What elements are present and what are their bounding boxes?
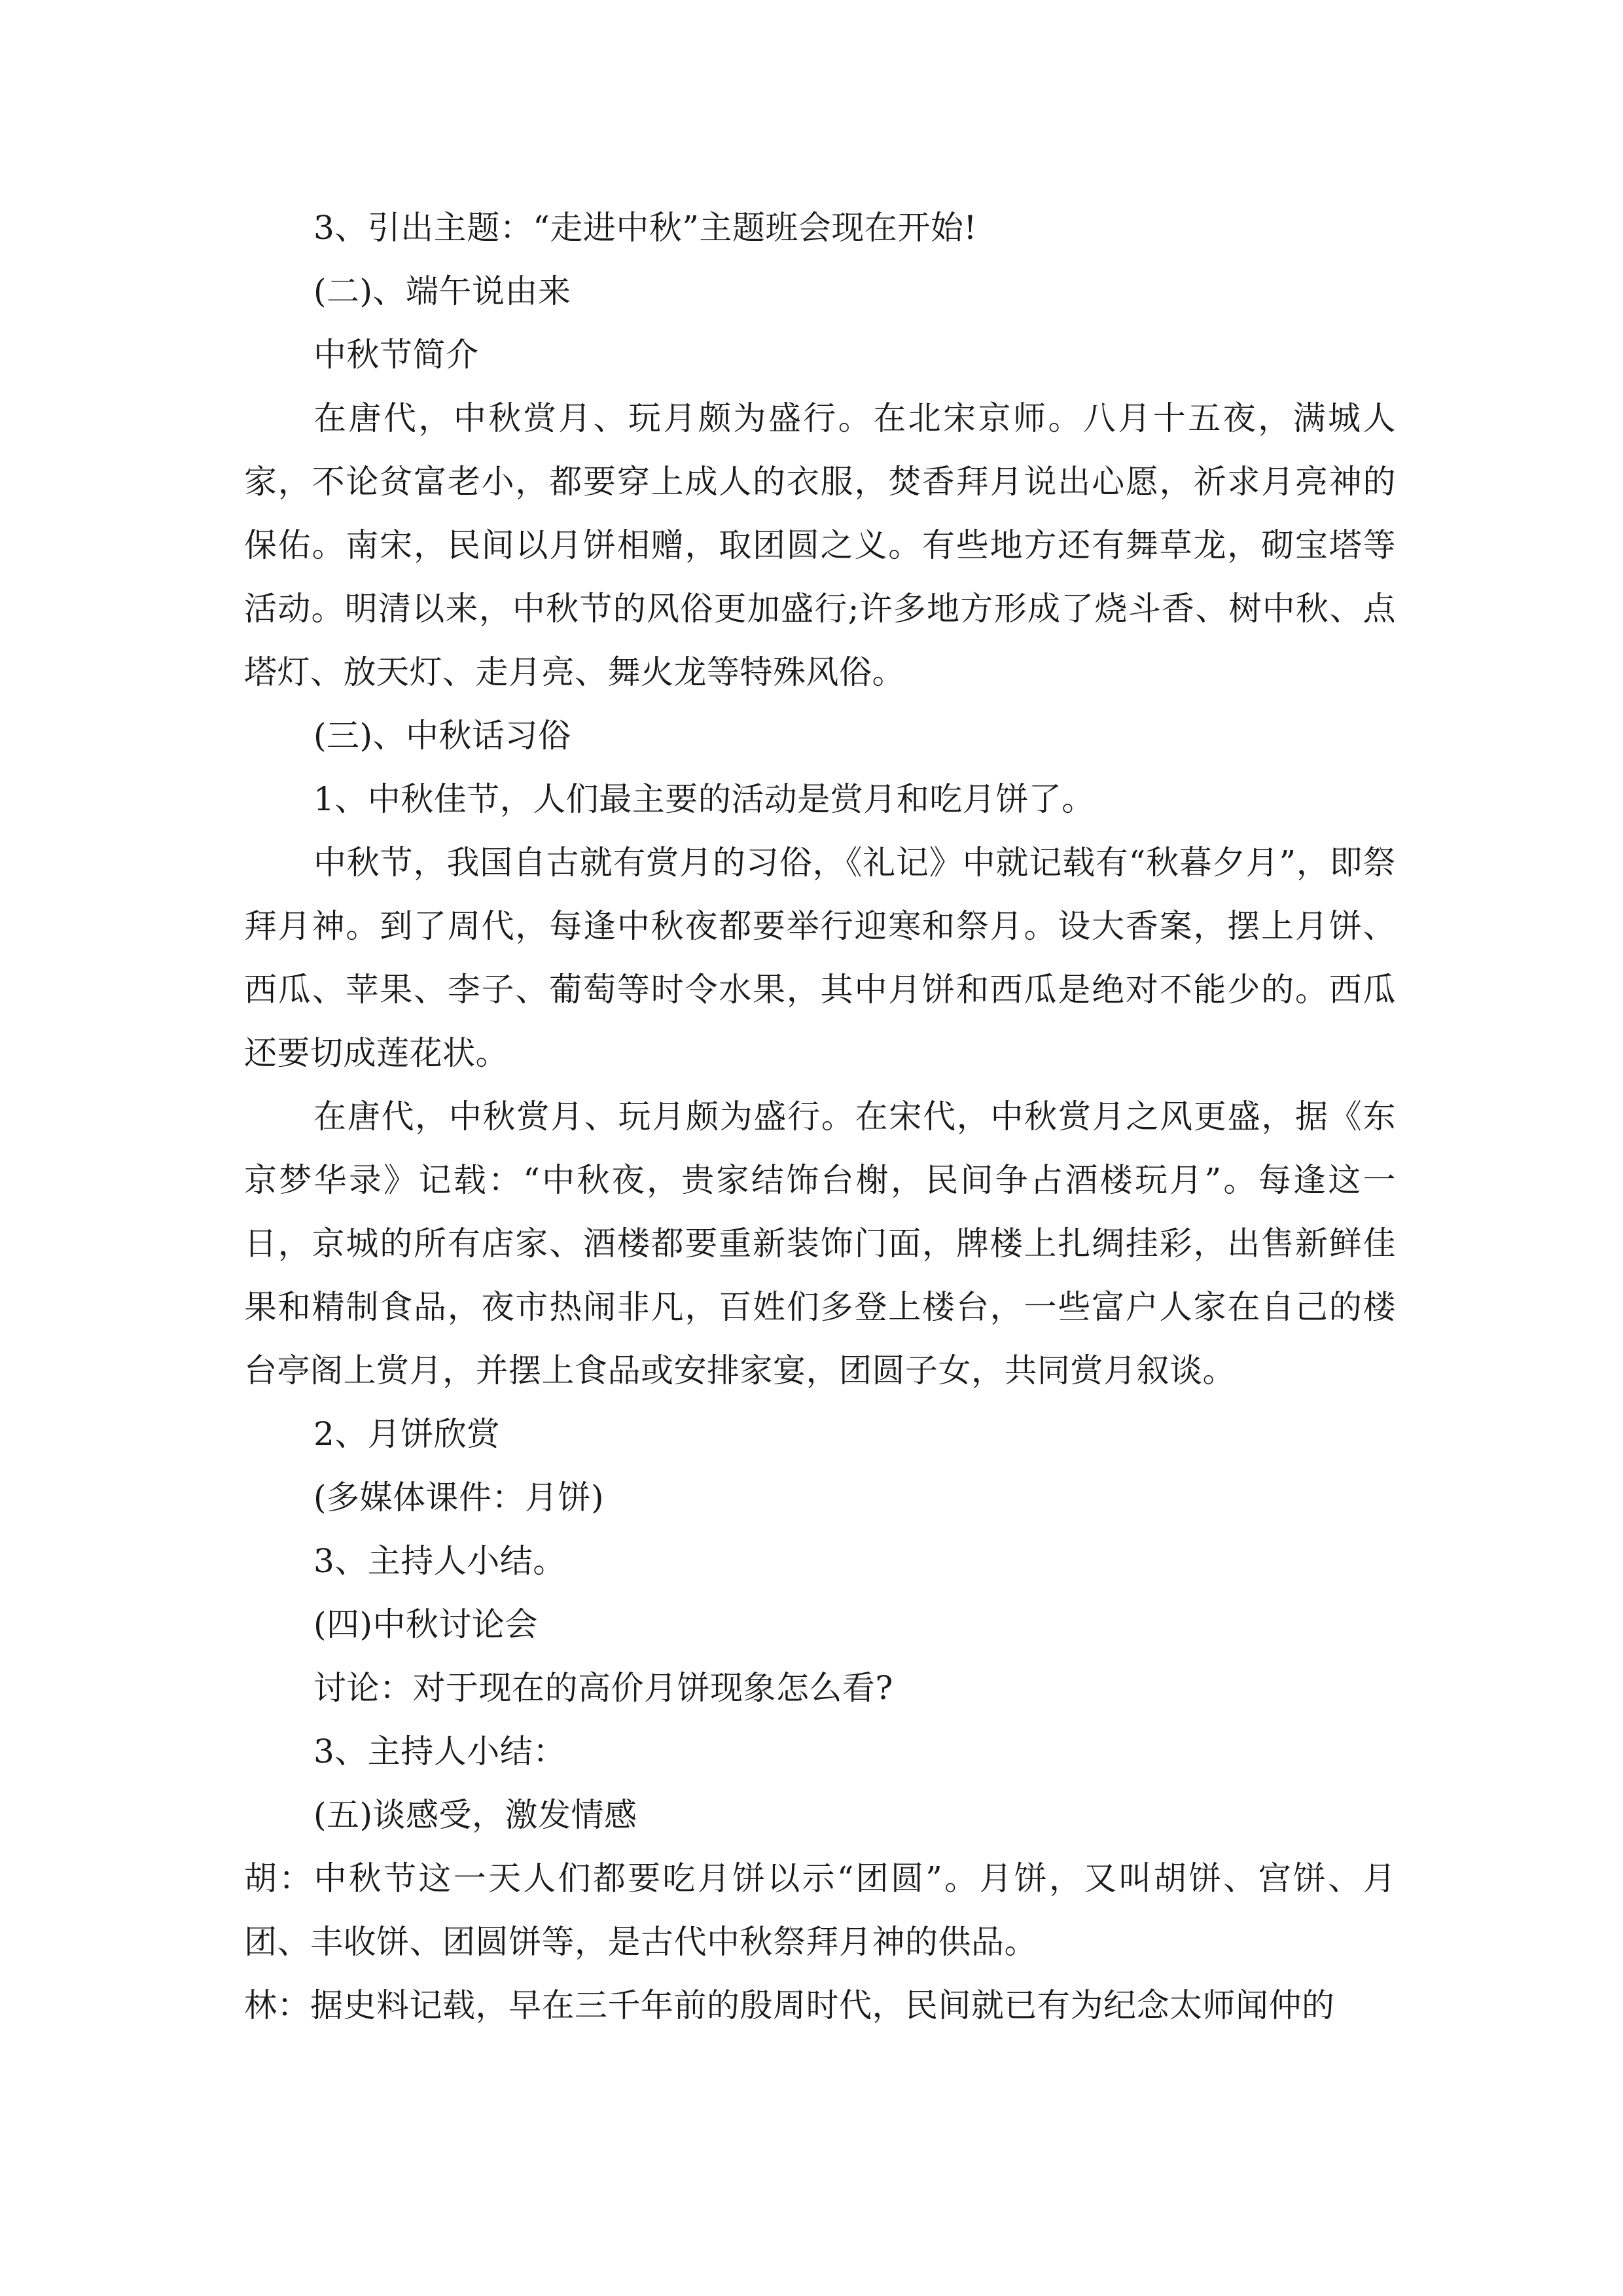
- section-heading-discussion: (四)中秋讨论会: [313, 1605, 539, 1643]
- list-item-main-activities: 1、中秋佳节，人们最主要的活动是赏月和吃月饼了。: [313, 780, 1095, 818]
- document-body: [244, 196, 1396, 2037]
- subheading-mid-autumn-intro: 中秋节简介: [313, 336, 479, 374]
- paragraph-moon-worship: 中秋节，我国自古就有赏月的习俗，《礼记》中就记载有“秋暮夕月”，即祭拜月神。到了周代，每逢中秋夜都要举行迎寒和祭月。设大香案，摆上月饼、西瓜、苹果、李子、葡萄等时令水果，其中月饼和西瓜是绝对不能少的。西瓜还要切成莲花状。: [244, 844, 1396, 1072]
- paragraph-discussion-question: 讨论：对于现在的高价月饼现象怎么看?: [313, 1669, 893, 1707]
- list-item-mooncake-appreciation: 2、月饼欣赏: [313, 1415, 500, 1453]
- list-item-host-summary: 3、主持人小结。: [313, 1542, 566, 1580]
- list-item-host-summary-2: 3、主持人小结：: [313, 1732, 566, 1770]
- paragraph-theme-intro: 3、引出主题：“走进中秋”主题班会现在开始!: [313, 209, 978, 247]
- paragraph-lin-dialogue: 林：据史料记载，早在三千年前的殷周时代，民间就已有为纪念太师闻仲的: [244, 1986, 1335, 2024]
- section-heading-feelings: (五)谈感受，激发情感: [313, 1796, 637, 1834]
- paragraph-hu-dialogue: 胡：中秋节这一天人们都要吃月饼以示“团圆”。月饼，又叫胡饼、宫饼、月团、丰收饼、团圆饼等，是古代中秋祭拜月神的供品。: [244, 1859, 1396, 1961]
- section-heading-origin: (二)、端午说由来: [313, 272, 571, 310]
- paragraph-song-dynasty: 在唐代，中秋赏月、玩月颇为盛行。在宋代，中秋赏月之风更盛，据《东京梦华录》记载：“中秋夜，贵家结饰台榭，民间争占酒楼玩月”。每逢这一日，京城的所有店家、酒楼都要重新装饰门面，牌楼上扎绸挂彩，出售新鲜佳果和精制食品，夜市热闹非凡，百姓们多登上楼台，一些富户人家在自己的楼台亭阁上赏月，并摆上食品或安排家宴，团圆子女，共同赏月叙谈。: [244, 1098, 1396, 1390]
- paragraph-tang-song-customs: 在唐代，中秋赏月、玩月颇为盛行。在北宋京师。八月十五夜，满城人家，不论贫富老小，都要穿上成人的衣服，焚香拜月说出心愿，祈求月亮神的保佑。南宋，民间以月饼相赠，取团圆之义。有些地方还有舞草龙，砌宝塔等活动。明清以来，中秋节的风俗更加盛行;许多地方形成了烧斗香、树中秋、点塔灯、放天灯、走月亮、舞火龙等特殊风俗。: [244, 399, 1396, 691]
- section-heading-customs: (三)、中秋话习俗: [313, 717, 571, 755]
- note-multimedia: (多媒体课件：月饼): [313, 1479, 605, 1516]
